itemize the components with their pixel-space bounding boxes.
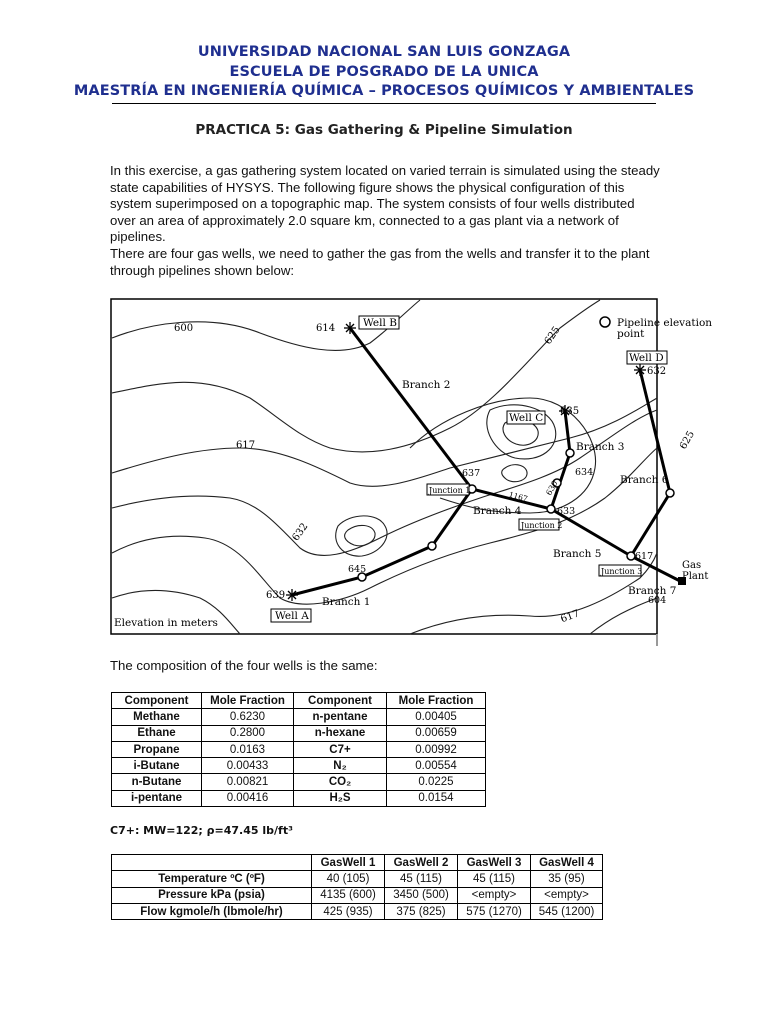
branch-1-label: Branch 1 (322, 596, 371, 608)
well-a-label: Well A (275, 610, 309, 622)
header-cell: GasWell 4 (531, 855, 603, 871)
contour-625-top: 625 (542, 324, 563, 347)
table-cell: 0.2800 (202, 725, 294, 741)
branch-3-label: Branch 3 (576, 441, 625, 453)
table-cell: 3450 (500) (385, 887, 458, 903)
table-cell: n-pentane (294, 709, 387, 725)
table-row (112, 758, 486, 774)
table-row (112, 709, 486, 725)
table-row (112, 887, 603, 903)
table-cell: 575 (1270) (458, 903, 531, 919)
table-cell: 0.6230 (202, 709, 294, 725)
table-cell: 35 (95) (531, 871, 603, 887)
branch-5-label: Branch 5 (553, 548, 602, 560)
branch-7-label: Branch 7 (628, 585, 677, 597)
header-cell: Mole Fraction (202, 693, 294, 709)
table-cell: 0.0163 (202, 741, 294, 757)
table-row (112, 790, 486, 806)
header-cell (112, 855, 312, 871)
intro-text (110, 163, 660, 279)
table-cell: Flow kgmole/h (lbmole/hr) (112, 903, 312, 919)
table-cell: 0.00554 (387, 758, 486, 774)
gas-plant-label-1: Gas (682, 560, 702, 571)
university-name: UNIVERSIDAD NACIONAL SAN LUIS GONZAGA (197, 44, 571, 60)
contour-625-right: 625 (677, 429, 697, 452)
table-cell: Pressure kPa (psia) (112, 887, 312, 903)
table-cell: Methane (112, 709, 202, 725)
table-header-row (112, 855, 603, 871)
elev-633: 633 (557, 506, 576, 517)
table-cell: n-hexane (294, 725, 387, 741)
map-edge-rule (656, 634, 658, 646)
contour-600: 600 (174, 323, 194, 334)
table-cell: 0.0154 (387, 790, 486, 806)
branch-6-label: Branch 6 (620, 474, 669, 486)
header-cell: GasWell 3 (458, 855, 531, 871)
well-c-elevation: 635 (560, 406, 580, 417)
table-header-row (112, 693, 486, 709)
table-cell: H₂S (294, 790, 387, 806)
header-cell: GasWell 2 (385, 855, 458, 871)
branch-4-label: Branch 4 (473, 505, 522, 517)
wells-table (111, 854, 603, 920)
table-cell: CO₂ (294, 774, 387, 790)
header-cell: Mole Fraction (387, 693, 486, 709)
table-row (112, 741, 486, 757)
table-cell: <empty> (531, 887, 603, 903)
table-cell: 425 (935) (312, 903, 385, 919)
table-cell: i-Butane (112, 758, 202, 774)
contour-617-bottom: 617 (559, 608, 581, 626)
table-cell: <empty> (458, 887, 531, 903)
table-cell: 40 (105) (312, 871, 385, 887)
table-cell: 545 (1200) (531, 903, 603, 919)
header-cell: GasWell 1 (312, 855, 385, 871)
table-cell: 375 (825) (385, 903, 458, 919)
table-row (112, 774, 486, 790)
junction-2-label: Junction 2 (521, 521, 563, 530)
elev-634: 634 (575, 467, 594, 478)
header-divider (112, 103, 656, 104)
table-row (112, 903, 603, 919)
school-name: ESCUELA DE POSGRADO DE LA UNICA (229, 64, 539, 80)
program-name: MAESTRÍA EN INGENIERÍA QUÍMICA – PROCESOS QUÍMICOS Y AMBIENTALES (73, 83, 695, 99)
well-a-elevation: 639 (266, 590, 286, 601)
elev-604: 604 (648, 595, 667, 606)
table-cell: 4135 (600) (312, 887, 385, 903)
elev-617: 617 (635, 551, 654, 562)
well-b-label: Well B (363, 317, 397, 329)
c7-note: C7+: MW=122; ρ=47.45 lb/ft³ (110, 824, 293, 837)
contour-632: 632 (290, 521, 311, 544)
junction-3-label: Junction 3 (601, 567, 643, 576)
intro-paragraph-2: There are four gas wells, we need to gather the gas from the wells and transfer it to the plant through pipelines shown below: (110, 245, 650, 278)
header-cell: Component (112, 693, 202, 709)
table-cell: 0.00433 (202, 758, 294, 774)
elev-637: 637 (462, 468, 481, 479)
branch-2-label: Branch 2 (402, 379, 451, 391)
table-cell: N₂ (294, 758, 387, 774)
table-cell: Temperature ºC (ºF) (112, 871, 312, 887)
table-cell: 0.00405 (387, 709, 486, 725)
elev-630: 630 (544, 479, 560, 497)
table-cell: i-pentane (112, 790, 202, 806)
composition-table (111, 692, 486, 807)
legend-pipeline-point: Pipeline elevation (617, 317, 713, 329)
table-cell: Propane (112, 741, 202, 757)
table-cell: n-Butane (112, 774, 202, 790)
page-title: PRACTICA 5: Gas Gathering & Pipeline Simulation (195, 122, 573, 138)
table-cell: Ethane (112, 725, 202, 741)
contour-617: 617 (236, 440, 256, 451)
table-cell: C7+ (294, 741, 387, 757)
well-b-elevation: 614 (316, 323, 336, 334)
table-cell: 45 (115) (385, 871, 458, 887)
header-cell: Component (294, 693, 387, 709)
elev-645: 645 (348, 564, 367, 575)
table-cell: 0.00992 (387, 741, 486, 757)
legend-pipeline-point-2: point (617, 328, 645, 340)
well-d-elevation: 632 (647, 366, 667, 377)
elev-1167: 1167 (507, 489, 529, 504)
table-cell: 0.0225 (387, 774, 486, 790)
elevation-note: Elevation in meters (114, 617, 218, 629)
table-cell: 0.00416 (202, 790, 294, 806)
table-row (112, 871, 603, 887)
table-cell: 0.00659 (387, 725, 486, 741)
gas-plant-label-2: Plant (682, 571, 709, 582)
junction-1-label: Junction 1 (429, 486, 471, 495)
table-cell: 45 (115) (458, 871, 531, 887)
topographic-map (110, 298, 713, 635)
well-d-label: Well D (629, 352, 664, 364)
well-c-label: Well C (509, 412, 544, 424)
composition-caption: The composition of the four wells is the same: (110, 658, 378, 673)
intro-paragraph-1: In this exercise, a gas gathering system located on varied terrain is simulated using the steady state capabilities of HYSYS. The following figure shows the physical configuration of this system superimposed on a topographic map. The system consists of four wells distributed over an area of approximately 2.0 square km, connected to a gas plant via a network of pipelines. (110, 163, 660, 245)
table-cell: 0.00821 (202, 774, 294, 790)
table-row (112, 725, 486, 741)
